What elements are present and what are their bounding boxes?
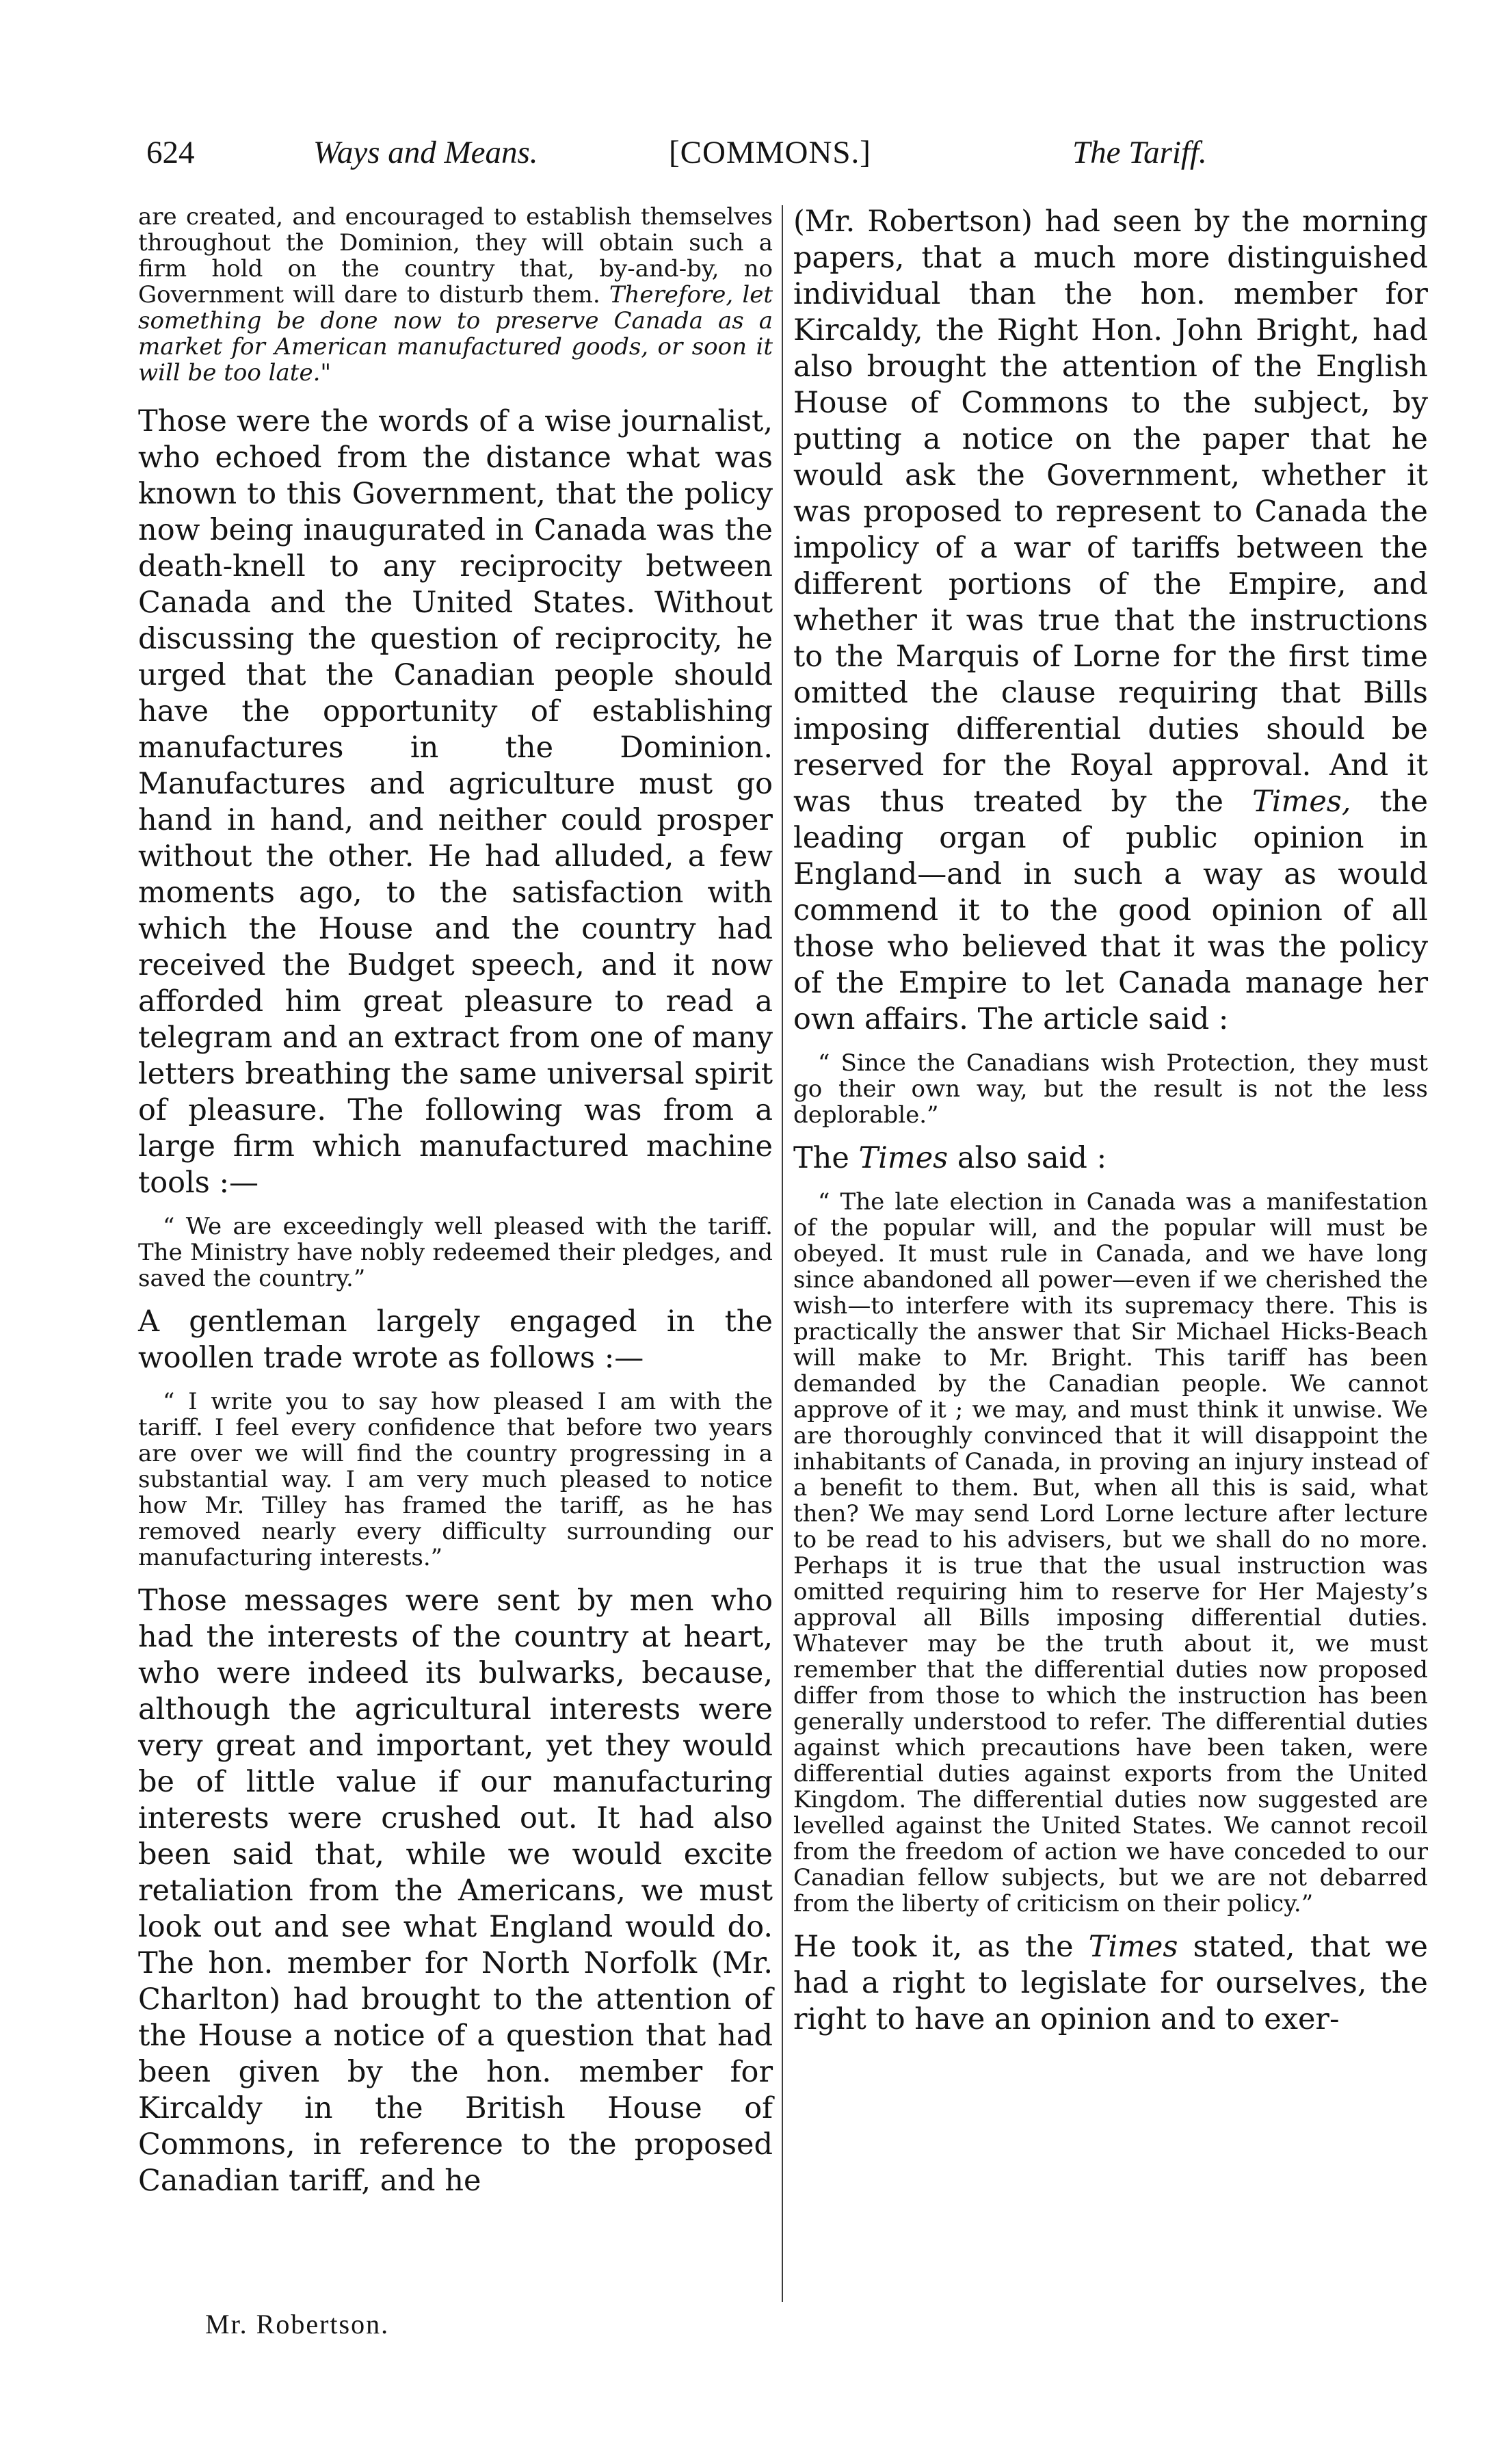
page-header [137,129,1313,183]
newspaper-name: Times, [1252,785,1351,819]
paragraph-text: He took it, as the [793,1930,1074,1964]
paragraph: Those were the words of a wise journalist, who echoed from the distance what was known to this Government, that the policy now being inaugurated in Canada was the death-knell to any reciprocity between Canada and the United States. Without discussing the question of reciprocity, he urged that the Canadian people should have the opportunity of establishing manufactures in the Dominion. Manufactures and agriculture must go hand in hand, and neither could prosper without the other. He had alluded, a few moments ago, to the satisfaction with which the House and the country had received the Budget speech, and it now afforded him great pleasure to read a telegram and an extract from one of many letters breathing the same universal spirit of pleasure. The following was from a large firm which manufactured machine tools :— [138,404,773,1200]
section-title: Ways and Means. [313,135,538,170]
topic-title: The Tariff. [1072,135,1207,170]
block-quote: “ The late election in Canada was a manifestation of the popular will, and the popular will must be obeyed. It must rule in Canada, and we have long since abandoned all power—even if we cherished the wish—to interfere with its supremacy there. This is practically the answer that Sir Michael Hicks-Beach will make to Mr. Bright. This tariff has been demanded by the Canadian people. We cannot approve of it ; we may, and must think it unwise. We are thoroughly convinced that it will disappoint the inhabitants of Canada, in proving an injury instead of a benefit to them. But, when all this is said, what then? We may send Lord Lorne lecture after lecture to be read to his advisers, but we shall do no more. Perhaps it is true that the usual instruction was omitted requiring him to reserve for Her Majesty’s approval all Bills imposing differential duties. Whatever may be the truth about it, we must remember that the differential duties now proposed differ from those to which the instruction has been generally understood to refer. The differential duties against which precautions have been taken, were differential duties against exports from the United Kingdom. The differential duties now suggested are levelled against the United States. We cannot recoil from the freedom of action we have conceded to our Canadian fellow subjects, but we are not debarred from the liberty of criticism on their policy.” [793,1188,1428,1917]
paragraph-text: The [793,1141,849,1175]
paragraph-text: also said : [957,1141,1107,1175]
quote-continued-text: are created, and encouraged to establish themselves throughout the Dominion, they will obtain such a firm hold on the country that, by-and-by, no Government will dare to disturb them. [138,203,773,309]
quote-continued [138,204,773,386]
right-column [793,204,1428,2038]
paragraph-text: stated, that we had a right to legislate for ourselves, the right to have an opinion and to exer- [793,1930,1429,2036]
page-number: 624 [146,135,195,170]
column-divider [782,205,783,2302]
left-column [138,204,773,2199]
newspaper-name: Times [858,1141,949,1175]
block-quote: “ Since the Canadians wish Protection, they must go their own way, but the result is not the less deplorable.” [793,1049,1428,1129]
paragraph: Those messages were sent by men who had the interests of the country at heart, who were indeed its bulwarks, because, although the agricultural interests were very great and important, yet they would be of little value if our manufacturing interests were crushed out. It had also been said that, while we would excite retaliation from the Americans, we must look out and see what England would do. The hon. member for North Norfolk (Mr. Charlton) had brought to the attention of the House a notice of a question that had been given by the hon. member for Kircaldy in the British House of Commons, in reference to the proposed Canadian tariff, and he [138,1584,773,2198]
paragraph: A gentleman largely engaged in the woollen trade wrote as follows :— [138,1305,773,1375]
block-quote: “ We are exceedingly well pleased with the tariff. The Ministry have nobly redeemed their pledges, and saved the country.” [138,1213,773,1292]
house-label: [COMMONS.] [669,135,871,170]
paragraph [793,1140,1428,1177]
paragraph-text: (Mr. Robertson) had seen by the morning papers, that a much more distinguished individual than the hon. member for Kircaldy, the Right Hon. John Bright, had also brought the attention of the English House of Commons to the subject, by putting a notice on the paper that he would ask the Government, whether it was proposed to represent to Canada the impolicy of a war of tariffs between the different portions of the Empire, and whether it was true that the instructions to the Marquis of Lorne for the first time omitted the clause requiring that Bills imposing differential duties should be reserved for the Royal approval. And it was thus treated by the [793,205,1428,819]
paragraph-text: the leading organ of public opinion in England—and in such a way as would commend it to the good opinion of all those who believed that it was the policy of the Empire to let Canada manage her own affairs. The article said : [793,785,1429,1036]
newspaper-name: Times [1088,1930,1178,1964]
speaker-footer: Mr. Robertson. [205,2309,390,2340]
paragraph [793,204,1428,1038]
paragraph [793,1929,1428,2038]
quote-continued-italic: Therefore, let something be done now to preserve Canada as a market for American manufactured goods, or soon it will be too late." [138,281,773,386]
block-quote: “ I write you to say how pleased I am with the tariff. I feel every confidence that before two years are over we will find the country progressing in a substantial way. I am very much pleased to notice how Mr. Tilley has framed the tariff, as he has removed nearly every difficulty surrounding our manufacturing interests.” [138,1388,773,1571]
